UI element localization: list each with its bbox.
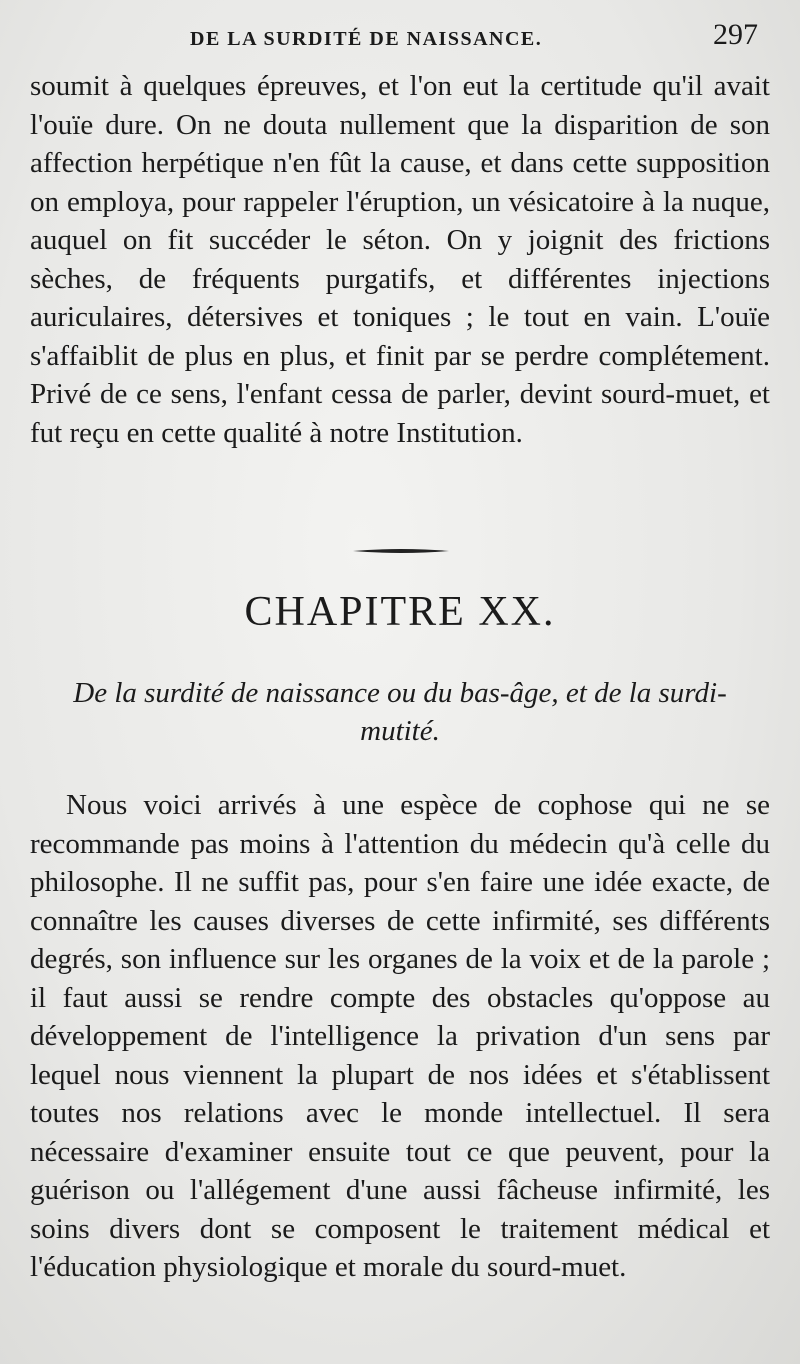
paragraph-continued: soumit à quelques épreuves, et l'on eut la certitude qu'il avait l'ouïe dure. On ne douta nullement que la disparition de son affection herpétique n'en fût la cause, et dans cette supposition on employa, pour rappeler l'éruption, un vésicatoire à la nuque, auquel on fit succéder le séton. On y joignit des frictions sèches, de fréquents purgatifs, et différentes injections auriculaires, détersives et toniques ; le tout en vain. L'ouïe s'affaiblit de plus en plus, et finit par se perdre complétement. Privé de ce sens, l'enfant cessa de parler, devint sourd-muet, et fut reçu en cette qualité à notre Institution. [30, 70, 770, 449]
chapter-title: CHAPITRE XX. [244, 589, 556, 635]
running-head: DE LA SURDITÉ DE NAISSANCE. [190, 28, 543, 50]
page-number: 297 [713, 18, 758, 51]
chapter-opening-paragraph: Nous voici arrivés à une espèce de cophose qui ne se recommande pas moins à l'attention du médecin qu'à celle du philosophe. Il ne suffit pas, pour s'en faire une idée exacte, de connaître les causes diverses de cette infirmité, ses différents degrés, son influence sur les organes de la voix et de la parole ; il faut aussi se rendre compte des obstacles qu'oppose au développement de l'intelligence la privation d'un sens par lequel nous viennent la plupart de nos idées et s'établissent toutes nos relations avec le monde intellectuel. Il sera nécessaire d'examiner ensuite tout ce que peuvent, pour la guérison ou l'allégement d'une aussi fâcheuse infirmité, les soins divers dont se composent le traitement médical et l'éducation physiologique et morale du sourd-muet. [30, 789, 770, 1283]
page-header [40, 18, 760, 58]
chapter-subtitle: De la surdité de naissance ou du bas-âge, et de la surdi-mutité. [73, 677, 727, 747]
ornamental-rule [353, 548, 449, 554]
